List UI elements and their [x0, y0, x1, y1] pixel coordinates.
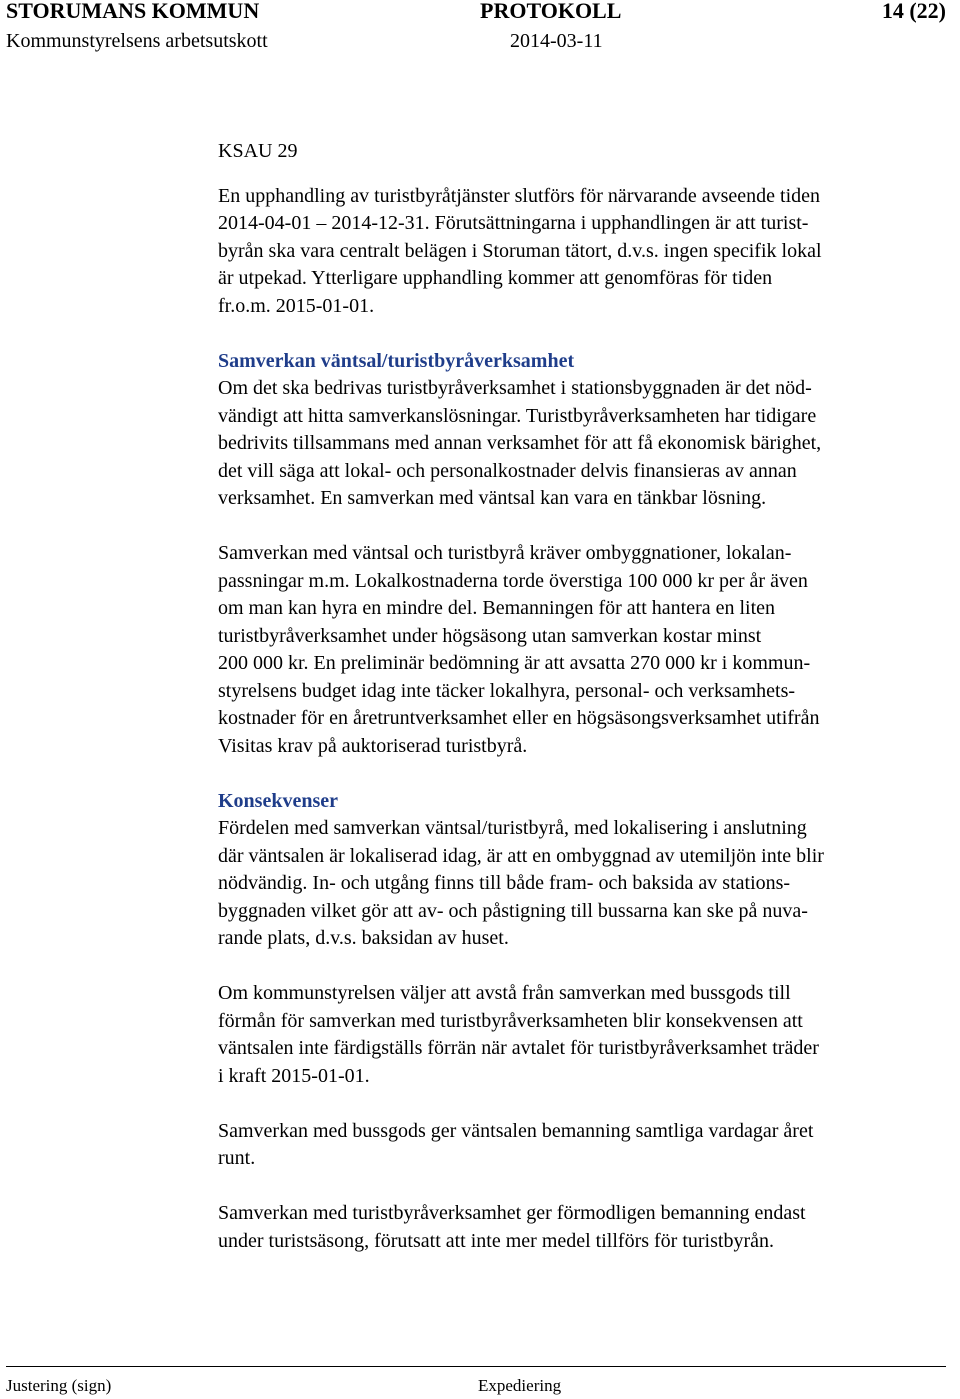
samverkan-paragraph-2: [218, 540, 952, 760]
text-line: bedrivits tillsammans med annan verksamhet för att få ekonomisk bärighet,: [218, 432, 822, 454]
text-line: Visitas krav på auktoriserad turistbyrå.: [218, 734, 528, 757]
text-line: i kraft 2015-01-01.: [218, 1064, 370, 1087]
footer-divider: [6, 1366, 946, 1367]
text-line: byggnaden vilket gör att av- och påstigning till bussarna kan ske på nuva-: [218, 899, 808, 922]
dispatch-label: Expediering: [478, 1376, 562, 1395]
text-line: om man kan hyra en mindre del. Bemanningen för att hantera en liten: [218, 597, 776, 619]
meeting-date: 2014-03-11: [510, 30, 603, 52]
konsekvenser-paragraph-4: [218, 1200, 952, 1255]
text-line: rande plats, d.v.s. baksidan av huset.: [218, 927, 509, 949]
text-line: där väntsalen är lokaliserad idag, är att en ombyggnad av utemiljön inte blir: [218, 844, 824, 867]
samverkan-paragraph-1: [218, 348, 952, 513]
samverkan-heading: Samverkan väntsal/turistbyråverksamhet: [218, 349, 575, 372]
text-line: verksamhet. En samverkan med väntsal kan vara en tänkbar lösning.: [218, 487, 767, 509]
text-line: förmån för samverkan med turistbyråverksamheten blir konsekvensen att: [218, 1009, 803, 1032]
text-line: Samverkan med bussgods ger väntsalen bemanning samtliga vardagar året: [218, 1119, 814, 1142]
text-line: Om kommunstyrelsen väljer att avstå från samverkan med bussgods till: [218, 982, 791, 1004]
text-line: nödvändig. In- och utgång finns till både fram- och baksida av stations-: [218, 872, 791, 894]
document-body: [218, 138, 952, 1283]
page-number: 14 (22): [881, 0, 946, 23]
text-line: Samverkan med turistbyråverksamhet ger förmodligen bemanning endast: [218, 1202, 806, 1224]
committee-name: Kommunstyrelsens arbetsutskott: [6, 30, 268, 52]
intro-paragraph: [218, 183, 952, 321]
text-line: 2014-04-01 – 2014-12-31. Förutsättningarna i upphandlingen är att turist-: [218, 212, 809, 234]
konsekvenser-heading: Konsekvenser: [218, 789, 338, 812]
text-line: fr.o.m. 2015-01-01.: [218, 294, 375, 317]
text-line: En upphandling av turistbyråtjänster slutförs för närvarande avseende tiden: [218, 184, 821, 207]
text-line: är utpekad. Ytterligare upphandling kommer att genomföras för tiden: [218, 267, 773, 289]
text-line: passningar m.m. Lokalkostnaderna torde överstiga 100 000 kr per år även: [218, 569, 808, 592]
municipality-name: STORUMANS KOMMUN: [6, 0, 260, 23]
text-line: kostnader för en åretruntverksamhet eller en högsäsongsverksamhet utifrån: [218, 707, 820, 729]
konsekvenser-paragraph-1: [218, 788, 952, 953]
text-line: turistbyråverksamhet under högsäsong utan samverkan kostar minst: [218, 624, 762, 647]
konsekvenser-paragraph-2: [218, 980, 952, 1090]
document-type: PROTOKOLL: [480, 0, 622, 23]
text-line: Samverkan med väntsal och turistbyrå kräver ombyggnationer, lokalan-: [218, 542, 792, 564]
signature-label: Justering (sign): [6, 1376, 112, 1395]
text-line: byrån ska vara centralt belägen i Storuman tätort, d.v.s. ingen specifik lokal: [218, 239, 822, 262]
page-footer: [6, 1376, 946, 1398]
page-header: [6, 0, 946, 24]
page-subheader: [6, 30, 946, 56]
text-line: det vill säga att lokal- och personalkostnader delvis finansieras av annan: [218, 459, 797, 482]
konsekvenser-paragraph-3: [218, 1118, 952, 1173]
section-id: KSAU 29: [218, 140, 298, 162]
text-line: under turistsäsong, förutsatt att inte mer medel tillförs för turistbyrån.: [218, 1229, 774, 1252]
text-line: styrelsens budget idag inte täcker lokalhyra, personal- och verksamhets-: [218, 679, 796, 702]
text-line: 200 000 kr. En preliminär bedömning är att avsatta 270 000 kr i kommun-: [218, 652, 811, 674]
text-line: Fördelen med samverkan väntsal/turistbyrå, med lokalisering i anslutning: [218, 817, 807, 839]
text-line: vändigt att hitta samverkanslösningar. Turistbyråverksamheten har tidigare: [218, 404, 817, 427]
text-line: runt.: [218, 1147, 256, 1169]
text-line: väntsalen inte färdigställs förrän när avtalet för turistbyråverksamhet träder: [218, 1037, 819, 1059]
text-line: Om det ska bedrivas turistbyråverksamhet i stationsbyggnaden är det nöd-: [218, 377, 812, 399]
